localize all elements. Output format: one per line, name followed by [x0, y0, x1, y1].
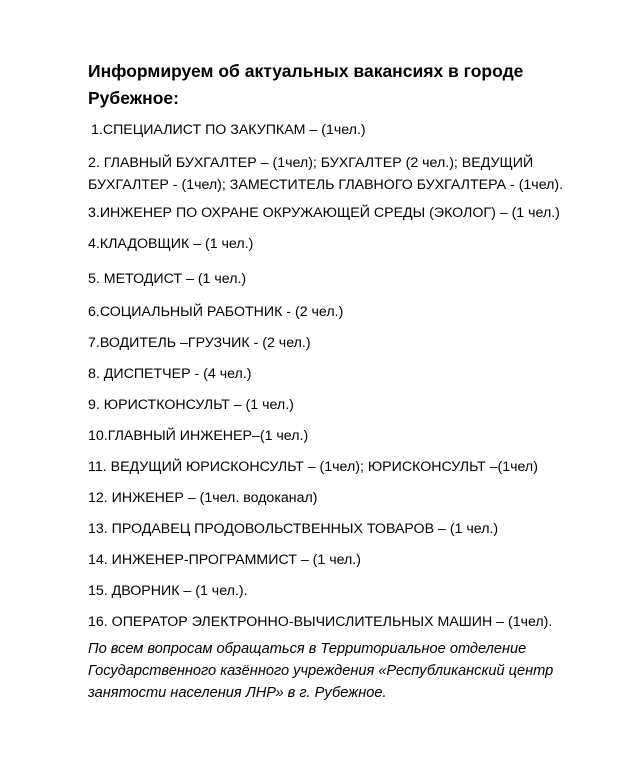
- vacancy-item: 2. ГЛАВНЫЙ БУХГАЛТЕР – (1чел); БУХГАЛТЕР (2 чел.); ВЕДУЩИЙ БУХГАЛТЕР - (1чел); ЗАМЕСТИТЕЛЬ ГЛАВНОГО БУХГАЛТЕРА - (1чел).: [88, 155, 564, 193]
- vacancy-item: 16. ОПЕРАТОР ЭЛЕКТРОННО-ВЫЧИСЛИТЕЛЬНЫХ МАШИН – (1чел).: [88, 614, 553, 630]
- document: [88, 58, 598, 704]
- document-title: Информируем об актуальных вакансиях в городе Рубежное:: [88, 61, 524, 108]
- vacancy-item: 6.СОЦИАЛЬНЫЙ РАБОТНИК - (2 чел.): [88, 304, 344, 320]
- vacancy-item: 5. МЕТОДИСТ – (1 чел.): [88, 271, 247, 287]
- vacancy-item: 9. ЮРИСТКОНСУЛЬТ – (1 чел.): [88, 397, 294, 413]
- vacancy-item: 3.ИНЖЕНЕР ПО ОХРАНЕ ОКРУЖАЮЩЕЙ СРЕДЫ (ЭКОЛОГ) – (1 чел.): [88, 205, 560, 221]
- vacancy-item: 4.КЛАДОВЩИК – (1 чел.): [88, 236, 254, 252]
- vacancy-item: 15. ДВОРНИК – (1 чел.).: [88, 583, 248, 599]
- vacancy-item: 7.ВОДИТЕЛЬ –ГРУЗЧИК - (2 чел.): [88, 335, 311, 351]
- vacancy-item: 12. ИНЖЕНЕР – (1чел. водоканал): [88, 490, 318, 506]
- vacancy-item: 14. ИНЖЕНЕР-ПРОГРАММИСТ – (1 чел.): [88, 552, 361, 568]
- vacancy-item: 8. ДИСПЕТЧЕР - (4 чел.): [88, 366, 252, 382]
- contact-note: По всем вопросам обращаться в Территориальное отделение Государственного казённого учреждения «Республиканский центр занятости населения ЛНР» в г. Рубежное.: [88, 641, 554, 701]
- vacancy-item: 13. ПРОДАВЕЦ ПРОДОВОЛЬСТВЕННЫХ ТОВАРОВ – (1 чел.): [88, 521, 499, 537]
- vacancy-item: 11. ВЕДУЩИЙ ЮРИСКОНСУЛЬТ – (1чел); ЮРИСКОНСУЛЬТ –(1чел): [88, 459, 538, 475]
- vacancy-item: 1.СПЕЦИАЛИСТ ПО ЗАКУПКАМ – (1чел.): [91, 122, 366, 138]
- vacancy-item: 10.ГЛАВНЫЙ ИНЖЕНЕР–(1 чел.): [88, 428, 309, 444]
